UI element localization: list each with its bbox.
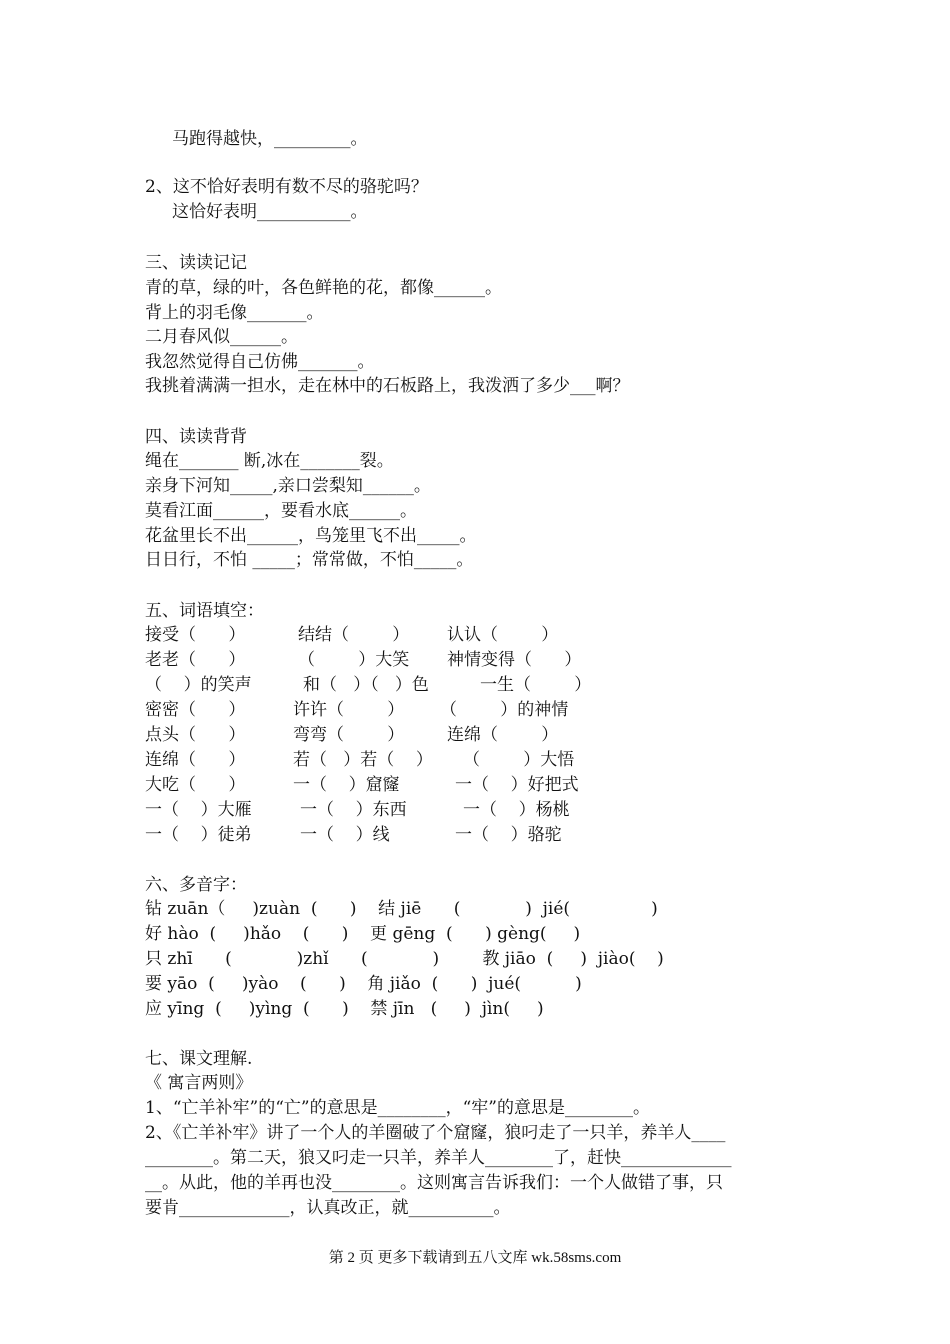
- section-7-heading: 七、课文理解.: [145, 1049, 253, 1069]
- section-3-heading: 三、读读记记: [145, 253, 247, 273]
- word-fill-cell: 一（ ）线: [300, 825, 390, 845]
- section-4-heading: 四、读读背背: [145, 427, 247, 447]
- word-fill-cell: 连绵（ ）: [447, 725, 559, 745]
- word-fill-cell: 许许（ ）: [293, 700, 405, 720]
- word-fill-cell: 一（ ）好把式: [455, 775, 579, 795]
- word-fill-cell: 若（ ）若（ ）: [293, 750, 433, 770]
- polyphone-line: 要 yāo ( )yào ( ) 角 jiǎo ( ) jué( ): [145, 974, 582, 994]
- word-fill-cell: 一（ ）东西: [300, 800, 407, 820]
- text-line: 二月春风似______。: [145, 327, 298, 347]
- word-fill-cell: 接受（ ）: [145, 625, 246, 645]
- word-fill-cell: （ ）大悟: [463, 750, 575, 770]
- text-line: 我忽然觉得自己仿佛_______。: [145, 352, 375, 372]
- section-7-subtitle: 《 寓言两则》: [145, 1073, 253, 1093]
- word-fill-cell: 一（ ）徒弟: [145, 825, 252, 845]
- text-line: 绳在_______ 断,冰在_______裂。: [145, 451, 394, 471]
- text-line: ________。第二天，狼又叼走一只羊，养羊人________了，赶快_____________: [145, 1148, 732, 1168]
- word-fill-cell: （ ）的笑声: [145, 675, 252, 695]
- word-fill-cell: （ ）大笑: [298, 650, 410, 670]
- section-5-heading: 五、词语填空：: [145, 601, 264, 621]
- text-line: 1、“亡羊补牢”的“亡”的意思是________，“牢”的意思是________。: [145, 1098, 650, 1118]
- word-fill-cell: 一生（ ）: [480, 675, 592, 695]
- word-fill-cell: 和（ ）（ ）色: [303, 675, 429, 695]
- polyphone-line: 应 yīng ( )yìng ( ) 禁 jīn ( ) jìn( ): [145, 999, 544, 1019]
- text-line: 青的草，绿的叶，各色鲜艳的花，都像______。: [145, 278, 502, 298]
- word-fill-cell: 老老（ ）: [145, 650, 246, 670]
- polyphone-line: 好 hào ( )hǎo ( ) 更 gēng ( ) gèng( ): [145, 924, 581, 944]
- word-fill-cell: 弯弯（ ）: [293, 725, 405, 745]
- word-fill-cell: 神情变得（ ）: [447, 650, 582, 670]
- word-fill-cell: 一（ ）杨桃: [463, 800, 570, 820]
- page-footer: 第 2 页 更多下载请到五八文库 wk.58sms.com: [328, 1250, 622, 1266]
- text-line: 马跑得越快，_________。: [172, 129, 368, 149]
- polyphone-line: 只 zhī ( )zhǐ ( ) 教 jiāo ( ) jiào( ): [145, 949, 664, 969]
- word-fill-cell: 连绵（ ）: [145, 750, 246, 770]
- section-6-heading: 六、多音字：: [145, 875, 247, 895]
- word-fill-cell: （ ）的神情: [440, 700, 569, 720]
- word-fill-cell: 认认（ ）: [447, 625, 559, 645]
- text-line: 花盆里长不出______，鸟笼里飞不出_____。: [145, 526, 477, 546]
- text-line: 莫看江面______，要看水底______。: [145, 501, 417, 521]
- text-line: 要肯_____________，认真改正，就__________。: [145, 1198, 511, 1218]
- text-line: 这恰好表明___________。: [172, 202, 368, 222]
- word-fill-cell: 结结（ ）: [298, 625, 410, 645]
- word-fill-cell: 密密（ ）: [145, 700, 246, 720]
- polyphone-line: 钻 zuān（ )zuàn ( ) 结 jiē ( ) jié( ): [145, 899, 658, 919]
- word-fill-cell: 大吃（ ）: [145, 775, 246, 795]
- word-fill-cell: 一（ ）窟窿: [293, 775, 400, 795]
- text-line: 日日行，不怕 _____；常常做，不怕_____。: [145, 550, 474, 570]
- text-line: 亲身下河知_____,亲口尝梨知______。: [145, 476, 431, 496]
- word-fill-cell: 一（ ）骆驼: [455, 825, 562, 845]
- text-line: 背上的羽毛像_______。: [145, 303, 324, 323]
- text-line: 我挑着满满一担水，走在林中的石板路上，我泼洒了多少___啊？: [145, 376, 630, 396]
- text-line: 2、《亡羊补牢》讲了一个人的羊圈破了个窟窿，狼叼走了一只羊，养羊人____: [145, 1123, 726, 1143]
- word-fill-cell: 一（ ）大雁: [145, 800, 252, 820]
- text-line: __。从此，他的羊再也没________。这则寓言告诉我们：一个人做错了事，只: [145, 1173, 723, 1193]
- question-line: 2、这不恰好表明有数不尽的骆驼吗？: [145, 177, 428, 197]
- word-fill-cell: 点头（ ）: [145, 725, 246, 745]
